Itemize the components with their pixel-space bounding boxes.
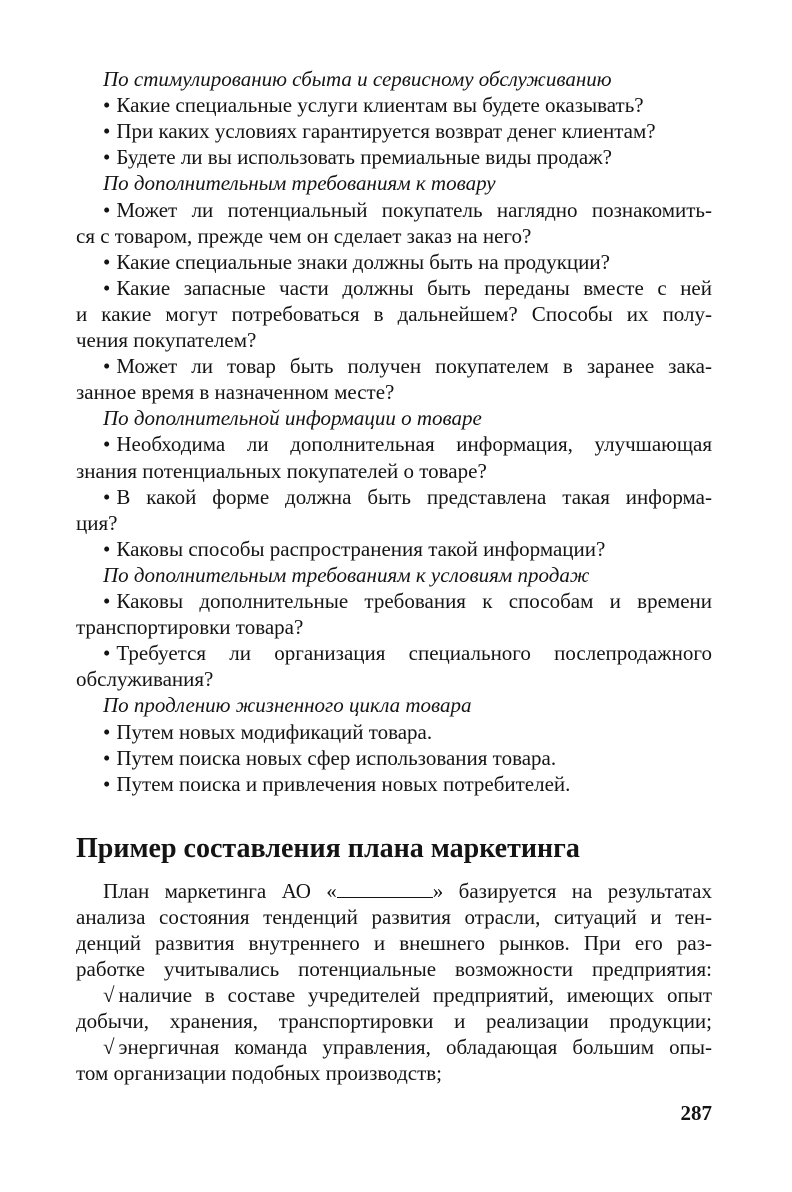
list-item: • Путем поиска новых сфер использования товара.	[103, 746, 557, 770]
bullet-icon: •	[103, 589, 111, 613]
bullet-icon: •	[103, 198, 111, 222]
list-item: • Каковы дополнительные требования к способам и времени	[103, 589, 712, 613]
plan-line: анализа состояния тенденций развития отрасли, ситуаций и тен-	[76, 905, 712, 929]
bullet-icon: •	[103, 354, 111, 378]
bullet-icon: •	[103, 720, 111, 744]
list-item: • Может ли потенциальный покупатель наглядно познакомить-	[103, 198, 712, 222]
bullet-icon: •	[103, 772, 111, 796]
bullet-icon: •	[103, 145, 111, 169]
list-item: • Какие специальные знаки должны быть на продукции?	[103, 250, 610, 274]
list-item: • Требуется ли организация специального послепродажного	[103, 641, 712, 665]
subsection-header: По дополнительной информации о товаре	[103, 406, 482, 430]
bullet-icon: •	[103, 485, 111, 509]
list-item: • Будете ли вы использовать премиальные виды продаж?	[103, 145, 612, 169]
list-item: чения покупателем?	[76, 328, 257, 352]
plan-line: План маркетинга АО « » базируется на результатах	[103, 879, 712, 903]
list-item: • Необходима ли дополнительная информация, улучшающая	[103, 432, 712, 456]
list-item: • Какие запасные части должны быть переданы вместе с ней	[103, 276, 712, 300]
plan-line: денций развития внутреннего и внешнего рынков. При его раз-	[76, 931, 712, 955]
subsection-header: По дополнительным требованиям к условиям продаж	[103, 563, 590, 587]
list-item: ся с товаром, прежде чем он сделает заказ на него?	[76, 224, 532, 248]
list-item: • Путем поиска и привлечения новых потребителей.	[103, 772, 571, 796]
bullet-icon: •	[103, 250, 111, 274]
list-item: • Каковы способы распространения такой информации?	[103, 537, 606, 561]
list-item: • Какие специальные услуги клиентам вы будете оказывать?	[103, 93, 644, 117]
list-item: • В какой форме должна быть представлена такая информа-	[103, 485, 712, 509]
plan-line: √ наличие в составе учредителей предприятий, имеющих опыт	[103, 983, 712, 1007]
plan-line: √ энергичная команда управления, обладающая большим опы-	[103, 1035, 712, 1059]
bullet-icon: •	[103, 119, 111, 143]
bullet-icon: •	[103, 746, 111, 770]
bullet-icon: •	[103, 537, 111, 561]
bullet-icon: •	[103, 93, 111, 117]
list-item: • Может ли товар быть получен покупателем в заранее зака-	[103, 354, 712, 378]
subsection-header: По дополнительным требованиям к товару	[103, 171, 496, 195]
plan-line: работке учитывались потенциальные возможности предприятия:	[76, 957, 712, 981]
list-item: обслуживания?	[76, 667, 214, 691]
list-item: занное время в назначенном месте?	[76, 380, 395, 404]
subsection-header: По стимулированию сбыта и сервисному обслуживанию	[103, 67, 612, 91]
bullet-icon: •	[103, 432, 111, 456]
section-heading: Пример составления плана маркетинга	[76, 833, 580, 864]
list-item: • При каких условиях гарантируется возврат денег клиентам?	[103, 119, 656, 143]
page-number: 287	[680, 1101, 712, 1125]
list-item: ция?	[76, 511, 118, 535]
list-item: и какие могут потребоваться в дальнейшем? Способы их полу-	[76, 302, 712, 326]
list-item: транспортировки товара?	[76, 615, 304, 639]
blank-field	[337, 879, 433, 898]
check-icon: √	[103, 983, 115, 1007]
bullet-icon: •	[103, 276, 111, 300]
bullet-icon: •	[103, 641, 111, 665]
list-item: • Путем новых модификаций товара.	[103, 720, 433, 744]
subsection-header: По продлению жизненного цикла товара	[103, 693, 472, 717]
plan-line: том организации подобных производств;	[76, 1061, 443, 1085]
plan-line: добычи, хранения, транспортировки и реализации продукции;	[76, 1009, 712, 1033]
check-icon: √	[103, 1035, 115, 1059]
list-item: знания потенциальных покупателей о товаре?	[76, 459, 487, 483]
